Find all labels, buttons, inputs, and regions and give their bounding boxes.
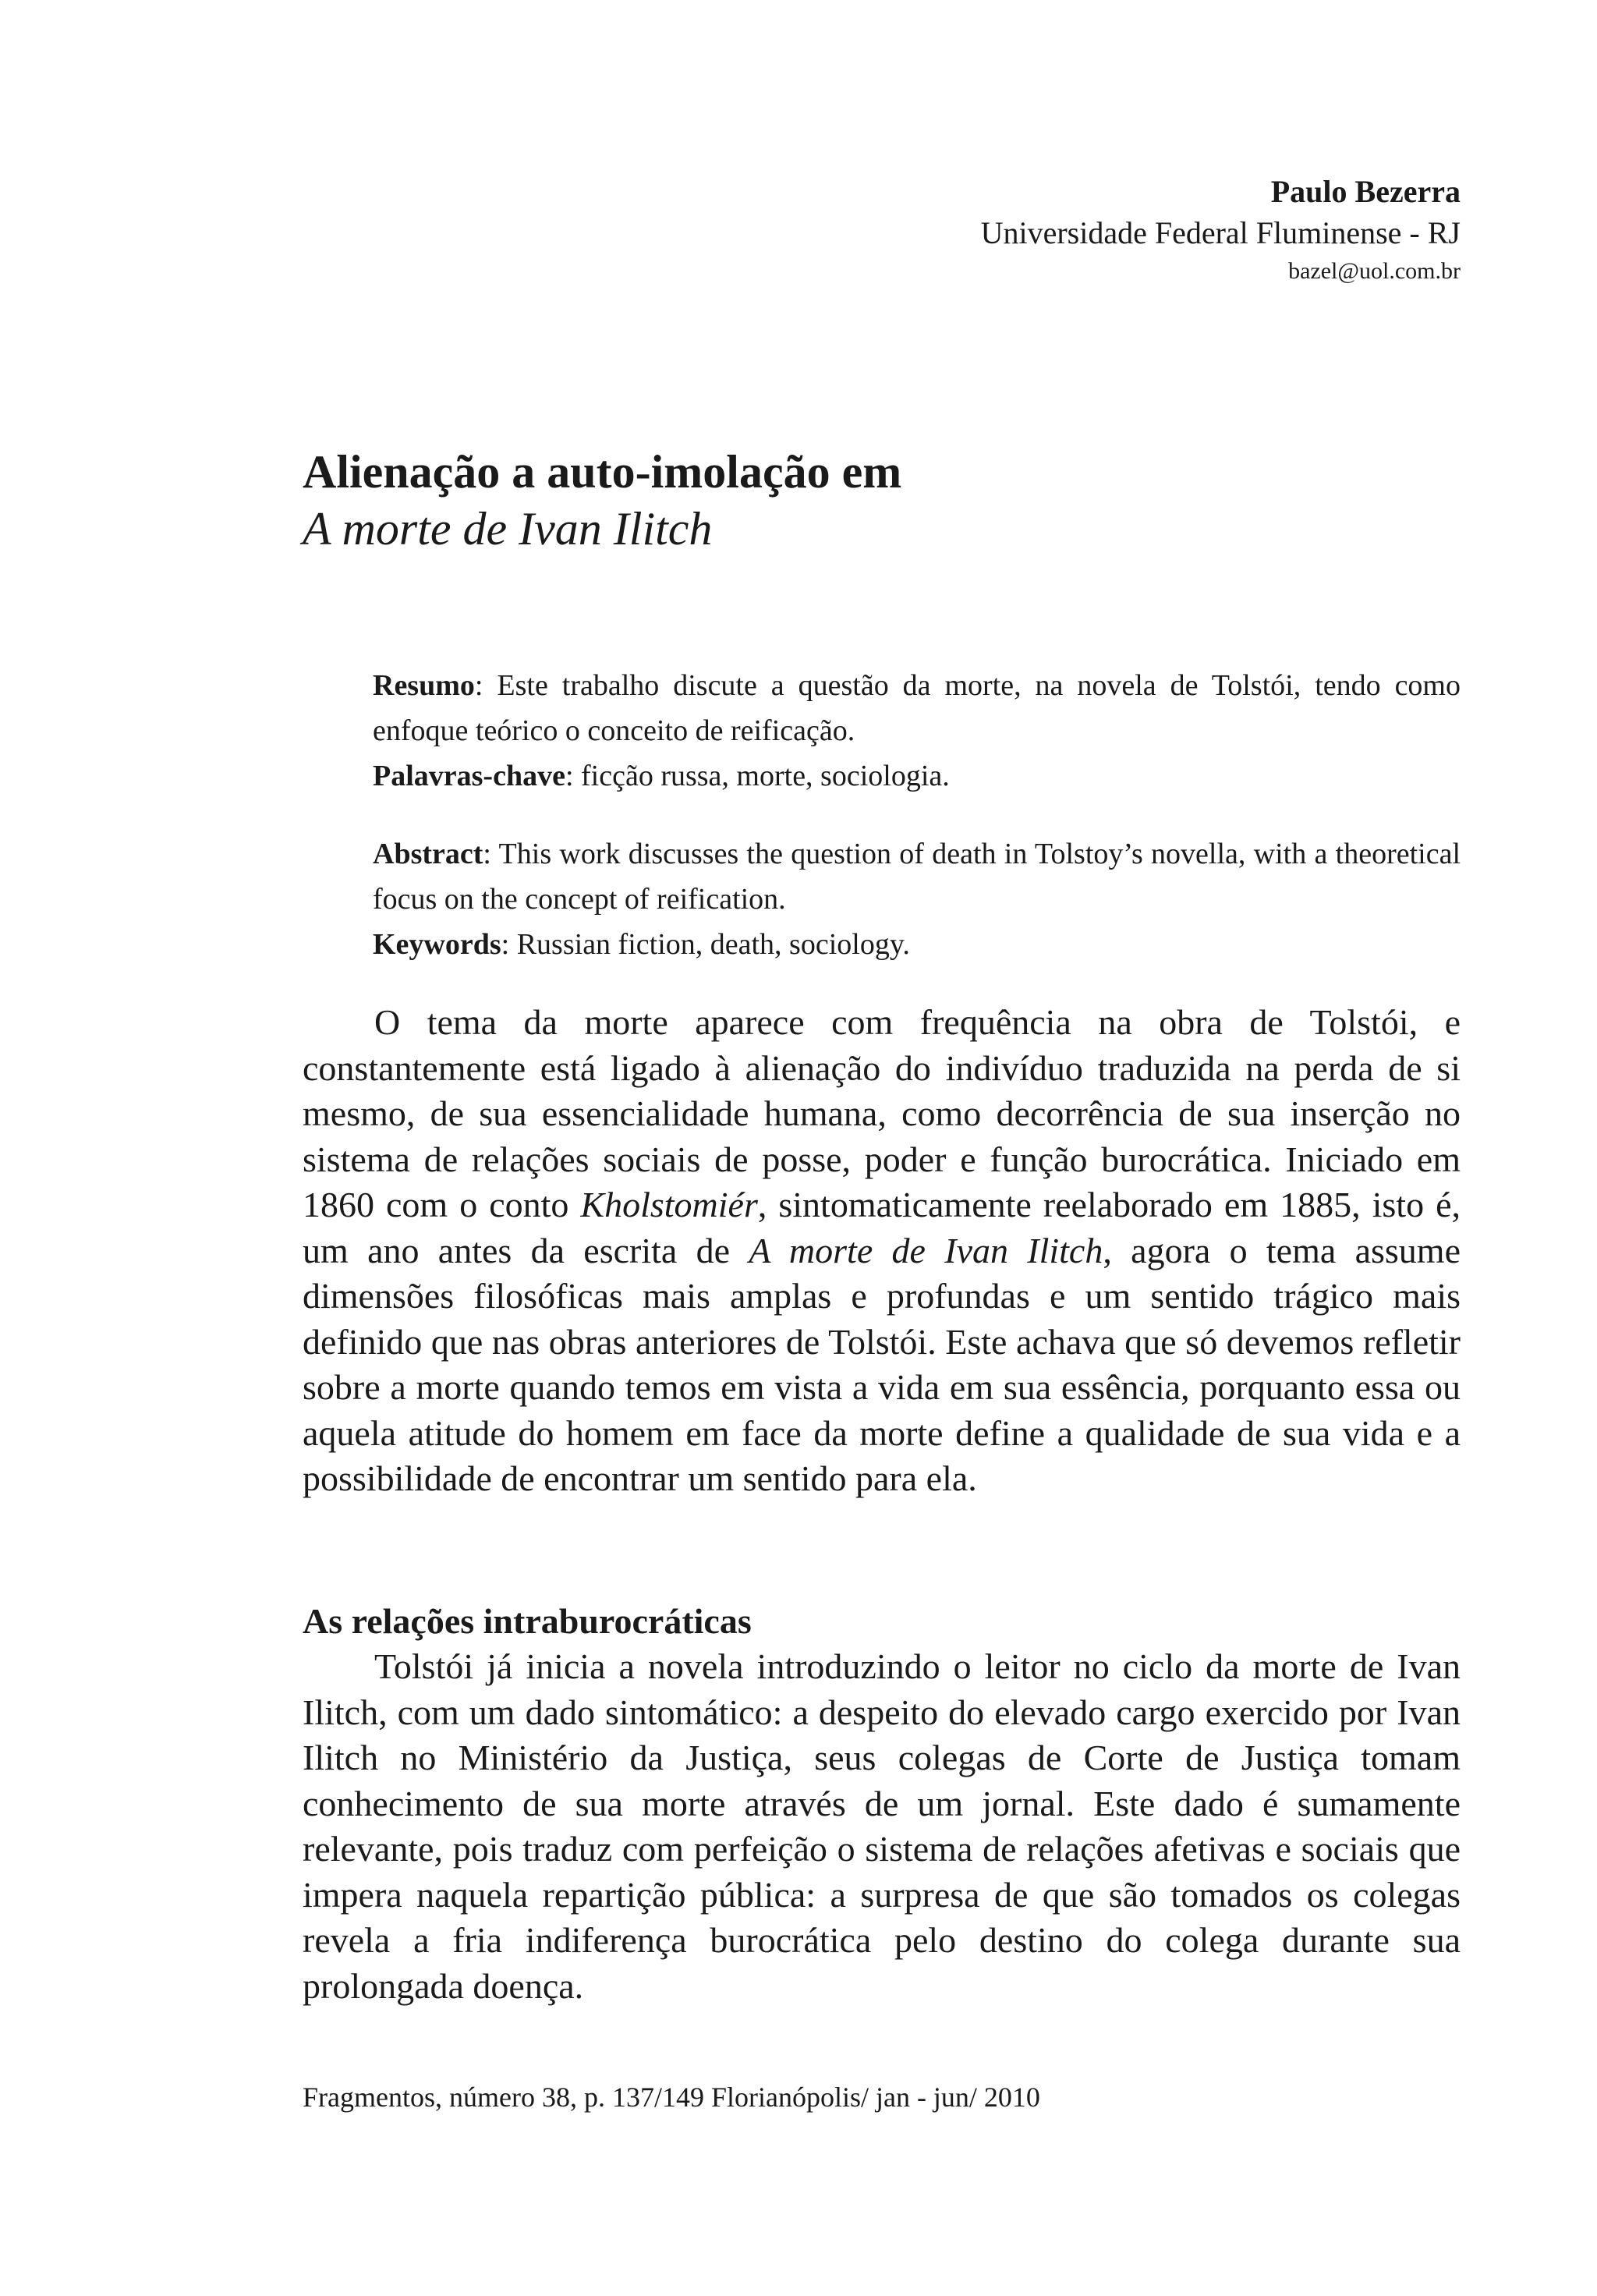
intro-paragraph [303,1000,1461,1502]
author-name: Paulo Bezerra [1270,174,1461,209]
intro-italic-kholstomier: Kholstomiér [580,1185,758,1224]
abstract-label: Abstract [373,838,483,870]
author-email: bazel@uol.com.br [1288,258,1461,284]
author-block [981,170,1461,287]
intro-italic-title: A morte de Ivan Ilitch [749,1230,1103,1270]
title-line-1: Alienação a auto-imolação em [303,446,902,498]
abstract-paragraph [373,831,1461,922]
section-heading: As relações intraburocráticas [303,1601,752,1641]
intro-part-3: , agora o tema assume dimensões filosóficas mais amplas e profundas e um sentido trágico mais definido que nas obras anteriores de Tolstói. Este achava que só devemos refletir sobre a morte quando temos em vista a vida em sua essência, porquanto essa ou aquela atitude do homem em face da morte define a qualidade de sua vida e a possibilidade de encontrar um sentido para ela. [303,1230,1461,1498]
abstract-text: : This work discusses the question of death in Tolstoy’s novella, with a theoretical focus on the concept of reification. [373,838,1461,916]
resumo-label: Resumo [373,669,475,702]
intro-text [303,1000,1461,1502]
abstract-block [373,663,1461,967]
intro-part-1: O tema da morte aparece com frequência na obra de Tolstói, e constantemente está ligado à alienação do indivíduo traduzida na perda de si mesmo, de sua essencialidade humana, como decorrência de sua inserção no sistema de relações sociais de posse, poder e função burocrática. Iniciado em 1860 com o conto [303,1002,1461,1224]
palavras-chave-paragraph [373,753,1461,799]
intro-part-2: , sintomaticamente reelaborado em 1885, isto é, um ano antes da escrita de [303,1185,1461,1270]
page-footer: Fragmentos, número 38, p. 137/149 Florianópolis/ jan - jun/ 2010 [303,2082,1040,2113]
resumo-paragraph [373,663,1461,753]
abstract-gap [373,799,1461,831]
palavras-chave-text: : ficção russa, morte, sociologia. [565,760,950,792]
article-title [303,443,1394,557]
keywords-paragraph [373,922,1461,967]
resumo-text: : Este trabalho discute a questão da morte, na novela de Tolstói, tendo como enfoque teórico o conceito de reificação. [373,669,1461,747]
section-paragraph: Tolstói já inicia a novela introduzindo o leitor no ciclo da morte de Ivan Ilitch, com um dado sintomático: a despeito do elevado cargo exercido por Ivan Ilitch no Ministério da Justiça, seus colegas de Corte de Justiça tomam conhecimento de sua morte através de um jornal. Este dado é sumamente relevante, pois traduz com perfeição o sistema de relações afetivas e sociais que impera naquela repartição pública: a surpresa de que são tomados os colegas revela a fria indiferença burocrática pelo destino do colega durante sua prolongada doença. [303,1646,1461,2006]
palavras-chave-label: Palavras-chave [373,760,565,792]
title-line-2: A morte de Ivan Ilitch [303,503,713,555]
section-text [303,1644,1461,2009]
keywords-text: : Russian fiction, death, sociology. [501,928,910,961]
keywords-label: Keywords [373,928,501,961]
author-affiliation: Universidade Federal Fluminense - RJ [980,215,1461,250]
